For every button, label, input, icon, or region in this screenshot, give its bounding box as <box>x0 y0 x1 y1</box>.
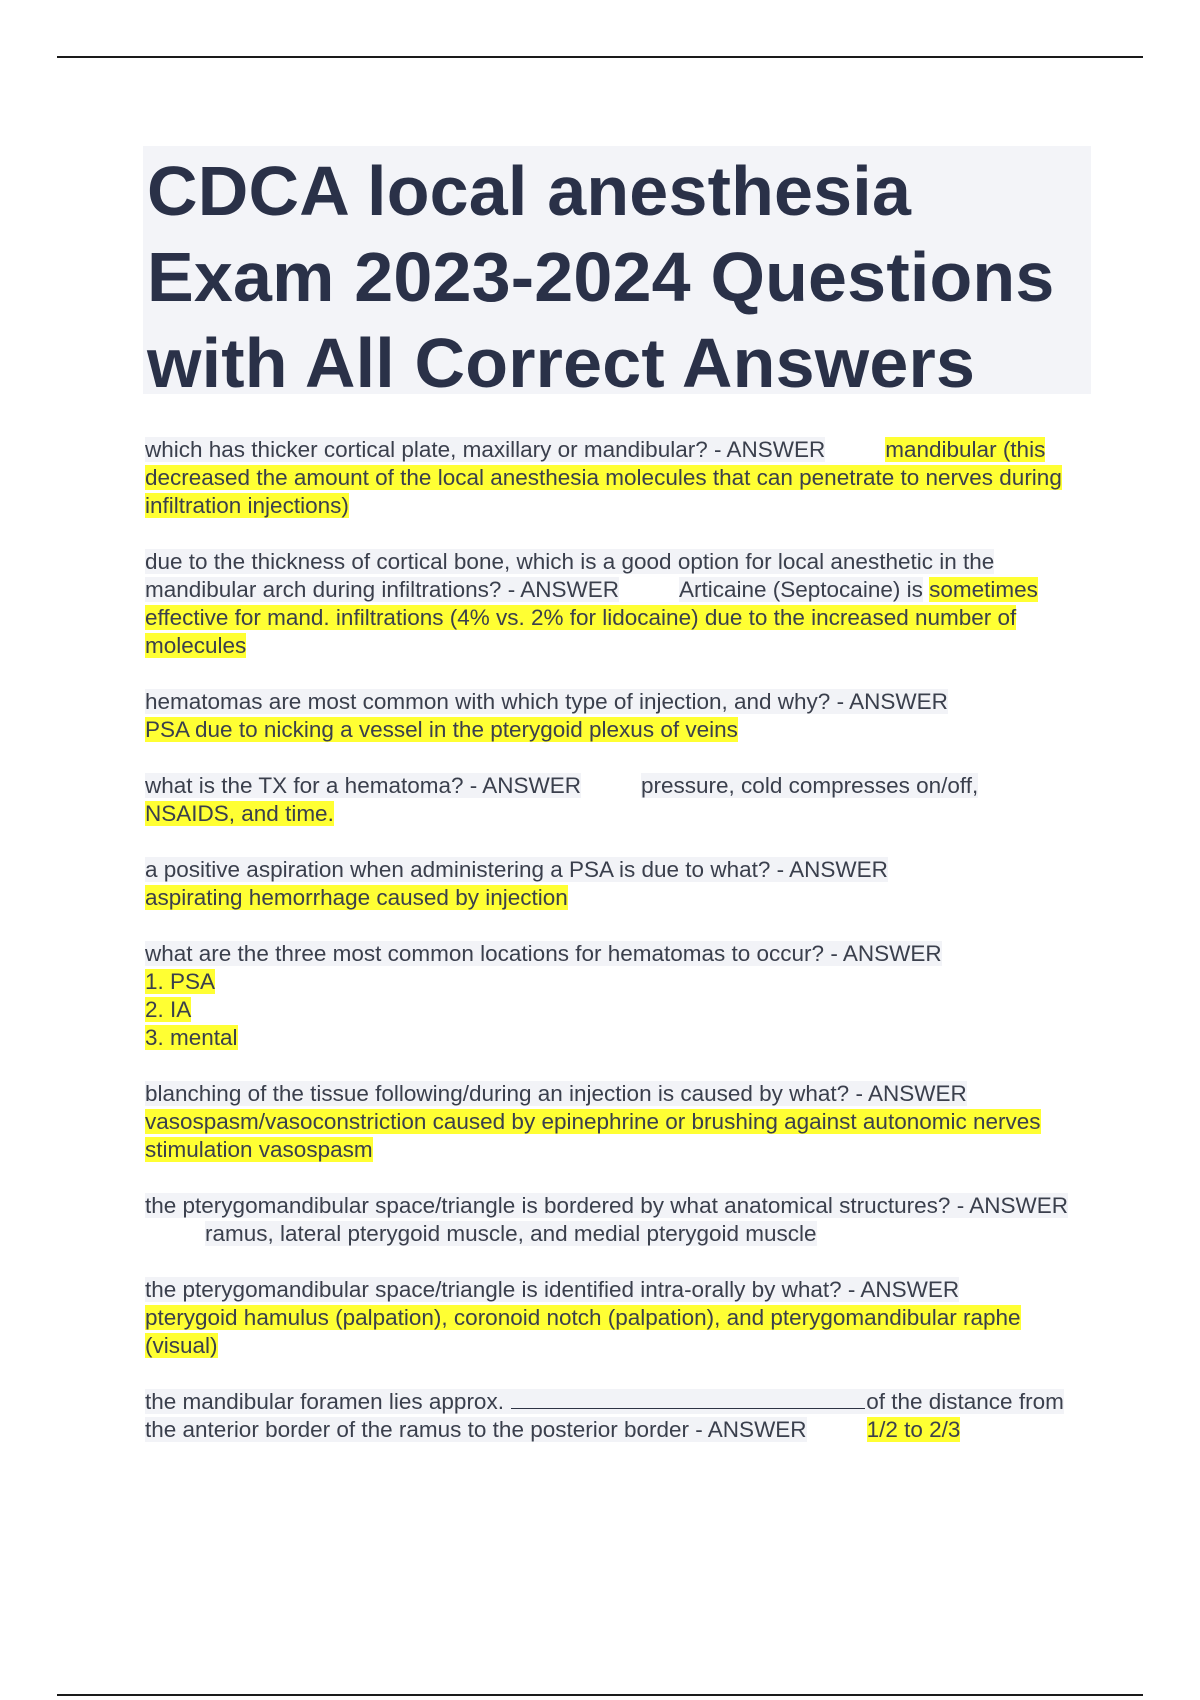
answer-marker: - ANSWER <box>950 1193 1068 1218</box>
answer-marker: - ANSWER <box>501 577 619 602</box>
answer-highlighted: 1/2 to 2/3 <box>866 1417 961 1442</box>
answer-marker: - ANSWER <box>689 1417 807 1442</box>
answer-plain: Articaine (Septocaine) is <box>678 577 923 602</box>
answer-marker: - ANSWER <box>707 437 826 462</box>
answer-marker: - ANSWER <box>463 773 582 798</box>
question-text: the mandibular foramen lies approx. <box>145 1389 504 1414</box>
title-line: Exam 2023-2024 Questions <box>147 238 1055 316</box>
question <box>145 1277 959 1302</box>
answer-plain: ramus, lateral pterygoid muscle, and medial pterygoid muscle <box>205 1221 817 1246</box>
answer-marker: - ANSWER <box>770 857 888 882</box>
question <box>145 1193 1068 1218</box>
answer-highlighted: aspirating hemorrhage caused by injection <box>145 885 568 910</box>
qa-item <box>145 856 1091 912</box>
fill-in-blank <box>511 1388 865 1409</box>
answer-marker: - ANSWER <box>830 689 948 714</box>
answer-plain: pressure, cold compresses on/off, <box>641 773 979 798</box>
qa-item <box>145 772 1091 828</box>
answer-list-item: 3. mental <box>145 1025 238 1050</box>
question <box>145 857 888 882</box>
answer-highlighted: NSAIDS, and time. <box>145 801 334 826</box>
qa-item <box>145 1080 1091 1164</box>
question-text: the pterygomandibular space/triangle is bordered by what anatomical structures? <box>145 1193 951 1218</box>
question-text: the pterygomandibular space/triangle is identified intra-orally by what? <box>145 1277 842 1302</box>
question-text: of the distance from the anterior border of the ramus to the posterior border <box>145 1389 1064 1442</box>
answer-list-item: 2. IA <box>145 997 192 1022</box>
qa-item <box>145 688 1091 744</box>
title-line: with All Correct Answers <box>147 324 976 402</box>
answer-highlighted: sometimes effective for mand. infiltrations (4% vs. 2% for lidocaine) due to the increased number of molecules <box>145 577 1038 658</box>
answer-highlighted: PSA due to nicking a vessel in the pterygoid plexus of veins <box>145 717 738 742</box>
bottom-rule <box>57 1694 1143 1696</box>
title-line: CDCA local anesthesia <box>147 152 912 230</box>
answer-highlighted: mandibular (this decreased the amount of the local anesthesia molecules that can penetrate to nerves during infiltration injections) <box>145 437 1062 518</box>
qa-item <box>145 1388 1091 1444</box>
question-text: what are the three most common locations for hematomas to occur? <box>145 941 825 966</box>
question <box>145 689 948 714</box>
question-text: hematomas are most common with which type of injection, and why? <box>145 689 831 714</box>
question-text: what is the TX for a hematoma? <box>145 773 464 798</box>
question-text: blanching of the tissue following/during an injection is caused by what? <box>145 1081 850 1106</box>
answer-marker: - ANSWER <box>849 1081 967 1106</box>
top-rule <box>57 56 1143 58</box>
qa-item <box>145 548 1091 660</box>
answer-marker: - ANSWER <box>841 1277 960 1302</box>
answer-highlighted: pterygoid hamulus (palpation), coronoid notch (palpation), and pterygomandibular raphe (visual) <box>145 1305 1021 1358</box>
question <box>145 1081 967 1106</box>
answer-highlighted: vasospasm/vasoconstriction caused by epinephrine or brushing against autonomic nerves stimulation vasospasm <box>145 1109 1041 1162</box>
question-text: which has thicker cortical plate, maxillary or mandibular? <box>145 437 708 462</box>
document-title <box>147 148 1087 406</box>
qa-item <box>145 436 1091 520</box>
qa-item <box>145 1192 1091 1248</box>
qa-item <box>145 940 1091 1052</box>
question-text: a positive aspiration when administering a PSA is due to what? <box>145 857 771 882</box>
question-text: due to the thickness of cortical bone, which is a good option for local anesthetic in the mandibular arch during infiltrations? <box>145 549 995 602</box>
question <box>145 941 942 966</box>
question <box>145 773 581 798</box>
answer-list-item: 1. PSA <box>145 969 216 994</box>
question <box>145 437 825 462</box>
qa-list <box>145 436 1091 1472</box>
answer-marker: - ANSWER <box>824 941 942 966</box>
qa-item <box>145 1276 1091 1360</box>
